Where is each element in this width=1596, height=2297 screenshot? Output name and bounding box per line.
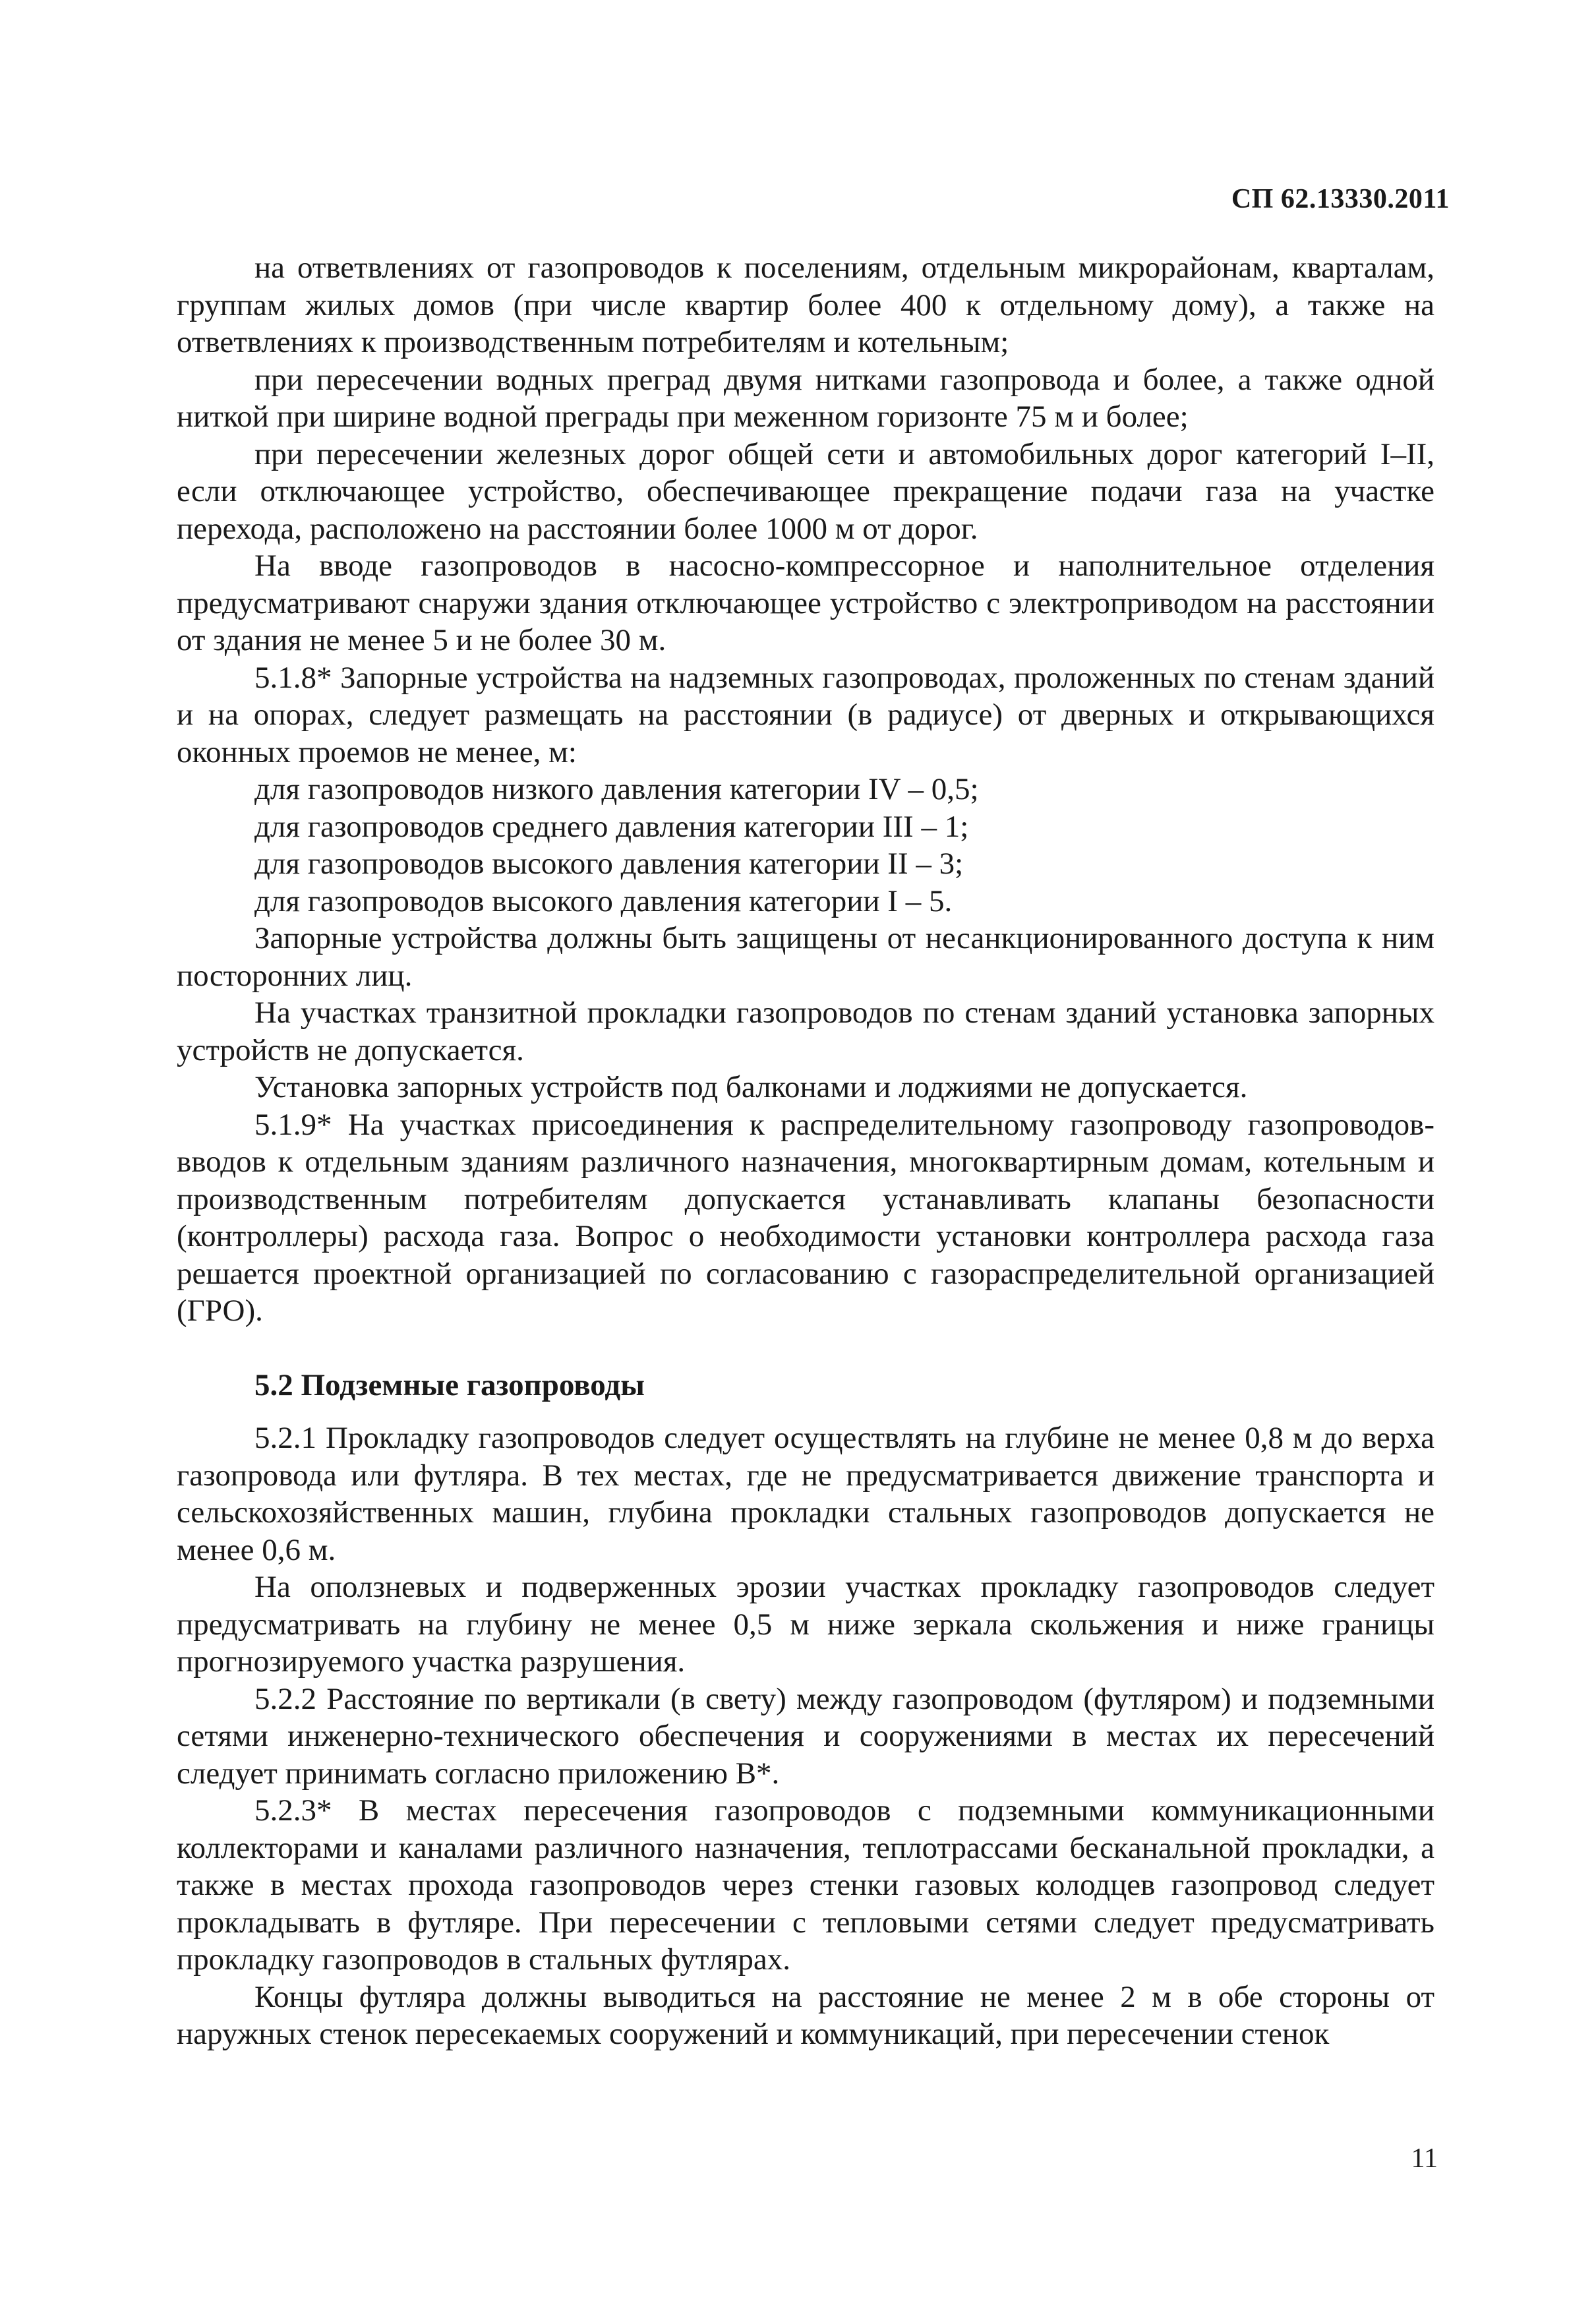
paragraph: Запорные устройства должны быть защищены от несанкционированного доступа к ним посторонних лиц. <box>177 921 1434 993</box>
list-item: для газопроводов высокого давления категории II – 3; <box>254 847 964 881</box>
clause-5-1-8: 5.1.8* Запорные устройства на надземных газопроводах, проложенных по стенам зданий и на опорах, следует размещать на расстоянии (в радиусе) от дверных и открывающихся оконных проемов не менее, м: <box>177 660 1434 769</box>
paragraph: Концы футляра должны выводиться на расстояние не менее 2 м в обе стороны от наружных стенок пересекаемых сооружений и коммуникаций, при пересечении стенок <box>177 1979 1434 2051</box>
page-number: 11 <box>1411 2143 1438 2174</box>
clause-5-2-1: 5.2.1 Прокладку газопроводов следует осуществлять на глубине не менее 0,8 м до верха газопровода или футляра. В тех местах, где не предусматривается движение транспорта и сельскохозяйственных машин, глубина прокладки стальных газопроводов допускается не менее 0,6 м. <box>177 1421 1434 1567</box>
paragraph: На оползневых и подверженных эрозии участках прокладку газопроводов следует предусматривать на глубину не менее 0,5 м ниже зеркала скольжения и ниже границы прогнозируемого участка разрушения. <box>177 1570 1434 1679</box>
section-title: 5.2 Подземные газопроводы <box>254 1367 645 1402</box>
list-item: для газопроводов среднего давления категории III – 1; <box>254 809 969 844</box>
paragraph: На вводе газопроводов в насосно-компрессорное и наполнительное отделения предусматривают снаружи здания отключающее устройство с электроприводом на расстоянии от здания не менее 5 и не более 30 м. <box>177 549 1434 657</box>
clause-5-2-3: 5.2.3* В местах пересечения газопроводов с подземными коммуникационными коллекторами и каналами различного назначения, теплотрассами бесканальной прокладки, а также в местах прохода газопроводов через стенки газовых колодцев газопровод следует прокладывать в футляре. При пересечении с тепловыми сетями следует предусматривать прокладку газопроводов в стальных футлярах. <box>177 1793 1434 1977</box>
list-item: для газопроводов низкого давления категории IV – 0,5; <box>254 772 979 806</box>
clause-5-2-2: 5.2.2 Расстояние по вертикали (в свету) между газопроводом (футляром) и подземными сетями инженерно-технического обеспечения и сооружениями в местах их пересечений следует принимать согласно приложению В*. <box>177 1681 1434 1791</box>
page-content <box>177 249 1434 2053</box>
paragraph: Установка запорных устройств под балконами и лоджиями не допускается. <box>254 1070 1248 1104</box>
paragraph: на ответвлениях от газопроводов к поселениям, отдельным микрорайонам, кварталам, группам жилых домов (при числе квартир более 400 к отдельному дому), а также на ответвлениях к производственным потребителям и котельным; <box>177 251 1434 359</box>
list-item: для газопроводов высокого давления категории I – 5. <box>254 883 953 918</box>
paragraph: при пересечении железных дорог общей сети и автомобильных дорог категорий I–II, если отключающее устройство, обеспечивающее прекращение подачи газа на участке перехода, расположено на расстоянии более 1000 м от дорог. <box>177 436 1434 546</box>
document-code-header: СП 62.13330.2011 <box>1231 184 1450 214</box>
paragraph: при пересечении водных преград двумя нитками газопровода и более, а также одной ниткой при ширине водной преграды при меженном горизонте 75 м и более; <box>177 362 1434 434</box>
clause-5-1-9: 5.1.9* На участках присоединения к распределительному газопроводу газопроводов-вводов к отдельным зданиям различного назначения, многоквартирным домам, котельным и производственным потребителям допускается устанавливать клапаны безопасности (контроллеры) расхода газа. Вопрос о необходимости установки контроллера расхода газа решается проектной организацией по согласованию с газораспределительной организацией (ГРО). <box>177 1107 1434 1328</box>
paragraph: На участках транзитной прокладки газопроводов по стенам зданий установка запорных устройств не допускается. <box>177 996 1434 1067</box>
